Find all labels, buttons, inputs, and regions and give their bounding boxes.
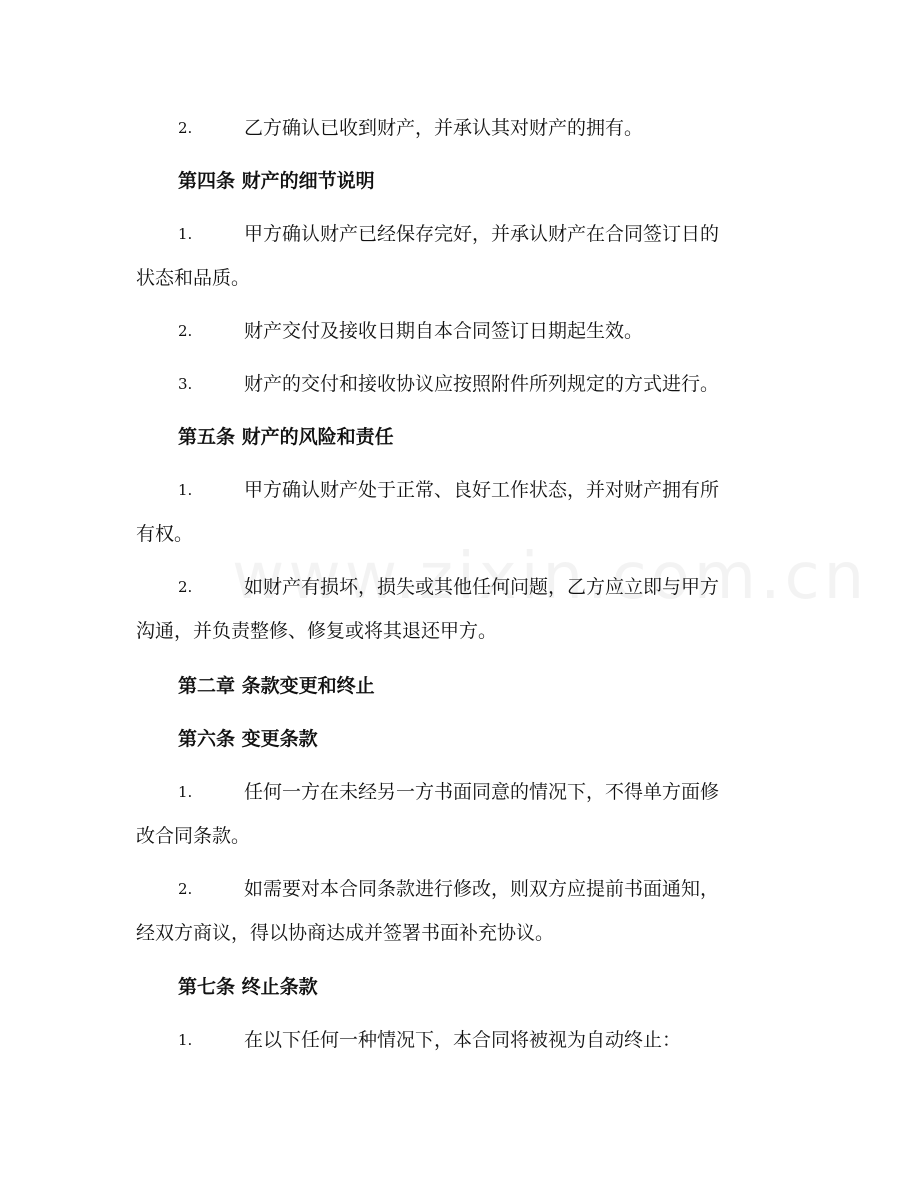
- list-item-number: 2.: [178, 578, 193, 596]
- list-item-number: 2.: [178, 322, 193, 340]
- section-heading: 第五条 财产的风险和责任: [178, 426, 394, 448]
- list-item-text: 财产交付及接收日期自本合同签订日期起生效。: [244, 320, 644, 342]
- list-item-number: 2.: [178, 119, 193, 137]
- list-item-text: 状态和品质。: [136, 267, 251, 289]
- list-item-text: 财产的交付和接收协议应按照附件所列规定的方式进行。: [244, 373, 720, 395]
- list-item-text: 如需要对本合同条款进行修改，则双方应提前书面通知，: [244, 878, 720, 900]
- list-item-number: 2.: [178, 880, 193, 898]
- chapter-heading: 第二章 条款变更和终止: [178, 675, 375, 697]
- list-item-text: 经双方商议，得以协商达成并签署书面补充协议。: [136, 922, 555, 944]
- list-item-text: 在以下任何一种情况下，本合同将被视为自动终止：: [244, 1029, 682, 1051]
- list-item-number: 1.: [178, 783, 193, 801]
- list-item-number: 3.: [178, 375, 193, 393]
- list-item-text: 甲方确认财产处于正常、良好工作状态，并对财产拥有所: [244, 479, 720, 501]
- section-heading: 第七条 终止条款: [178, 976, 318, 998]
- list-item-text: 如财产有损坏，损失或其他任何问题，乙方应立即与甲方: [244, 576, 720, 598]
- section-heading: 第四条 财产的细节说明: [178, 170, 375, 192]
- list-item-text: 沟通，并负责整修、修复或将其退还甲方。: [136, 620, 498, 642]
- list-item-text: 乙方确认已收到财产，并承认其对财产的拥有。: [244, 117, 644, 139]
- list-item-text: 改合同条款。: [136, 825, 251, 847]
- section-heading: 第六条 变更条款: [178, 728, 318, 750]
- list-item-text: 甲方确认财产已经保存完好，并承认财产在合同签订日的: [244, 223, 720, 245]
- list-item-text: 有权。: [136, 523, 194, 545]
- list-item-number: 1.: [178, 225, 193, 243]
- list-item-number: 1.: [178, 481, 193, 499]
- list-item-number: 1.: [178, 1031, 193, 1049]
- list-item-text: 任何一方在未经另一方书面同意的情况下，不得单方面修: [244, 781, 720, 803]
